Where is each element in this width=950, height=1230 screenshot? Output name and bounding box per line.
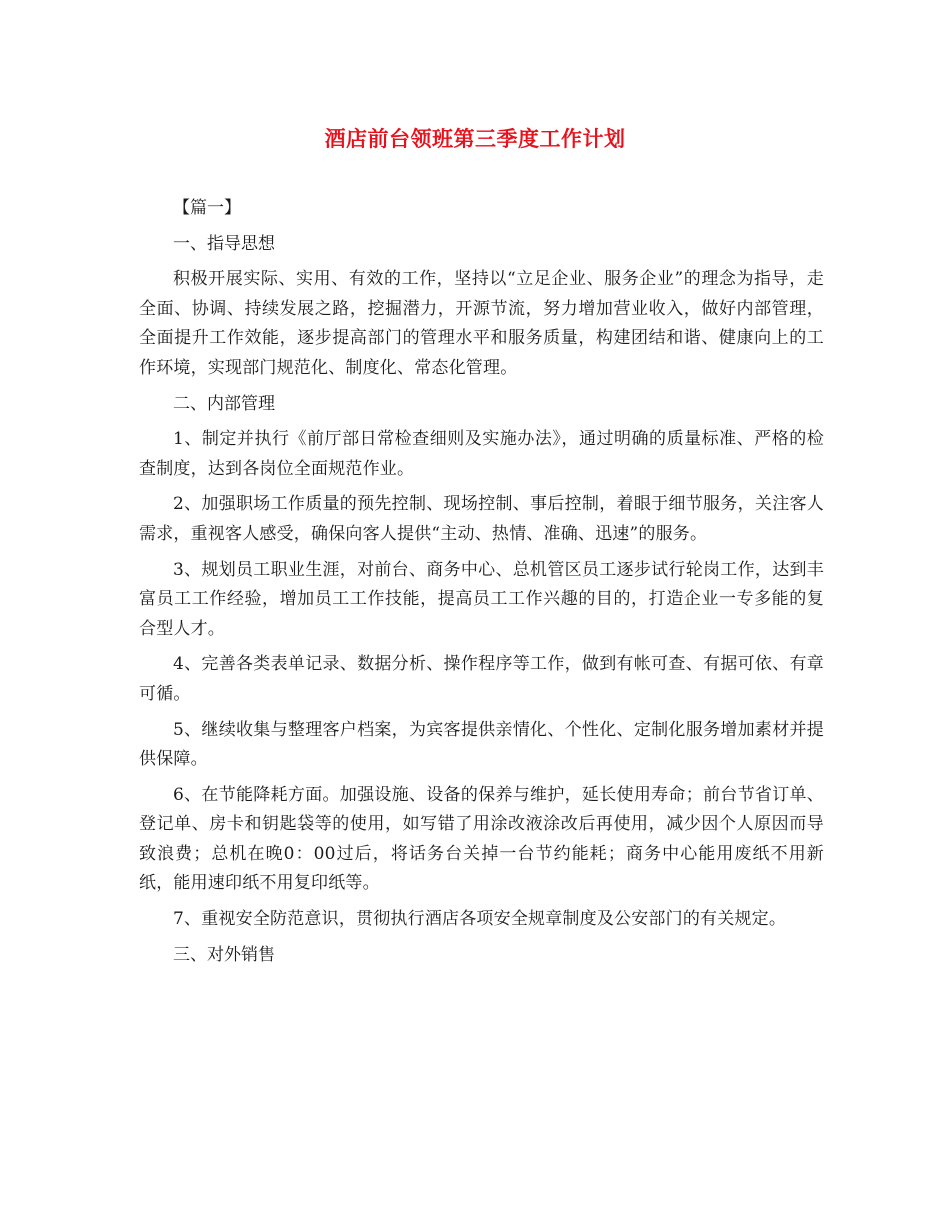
heading-external-sales: 三、对外销售 <box>173 944 275 965</box>
list-item-6: 6、在节能降耗方面。加强设施、设备的保养与维护，延长使用寿命；前台节省订单、登记单、房卡和钥匙袋等的使用，如写错了用涂改液涂改后再使用，减少因个人原因而导致浪费；总机在晚0：00过后，将话务台关掉一台节约能耗；商务中心能用废纸不用新纸，能用速印纸不用复印纸等。 <box>139 784 824 894</box>
list-item-5: 5、继续收集与整理客户档案，为宾客提供亲情化、个性化、定制化服务增加素材并提供保障。 <box>139 719 824 770</box>
document-body <box>139 194 824 976</box>
list-item-3: 3、规划员工职业生涯，对前台、商务中心、总机管区员工逐步试行轮岗工作，达到丰富员工工作经验，增加员工工作技能，提高员工工作兴趣的目的，打造企业一专多能的复合型人才。 <box>139 559 824 639</box>
list-item-7: 7、重视安全防范意识，贯彻执行酒店各项安全规章制度及公安部门的有关规定。 <box>173 909 787 930</box>
list-item-4: 4、完善各类表单记录、数据分析、操作程序等工作，做到有帐可查、有据可依、有章可循。 <box>139 654 824 704</box>
document-title: 酒店前台领班第三季度工作计划 <box>324 126 626 151</box>
list-item-1: 1、制定并执行《前厅部日常检查细则及实施办法》，通过明确的质量标准、严格的检查制度，达到各岗位全面规范作业。 <box>139 429 824 479</box>
heading-internal-management: 二、内部管理 <box>173 393 275 414</box>
heading-guiding-thought: 一、指导思想 <box>173 233 275 254</box>
section-label: 【篇一】 <box>173 198 241 218</box>
list-item-2: 2、加强职场工作质量的预先控制、现场控制、事后控制，着眼于细节服务，关注客人需求，重视客人感受，确保向客人提供“主动、热情、准确、迅速”的服务。 <box>139 494 824 544</box>
paragraph-guiding-thought: 积极开展实际、实用、有效的工作，坚持以“立足企业、服务企业”的理念为指导，走全面、协调、持续发展之路，挖掘潜力，开源节流，努力增加营业收入，做好内部管理，全面提升工作效能，逐步提高部门的管理水平和服务质量，构建团结和谐、健康向上的工作环境，实现部门规范化、制度化、常态化管理。 <box>139 269 824 378</box>
